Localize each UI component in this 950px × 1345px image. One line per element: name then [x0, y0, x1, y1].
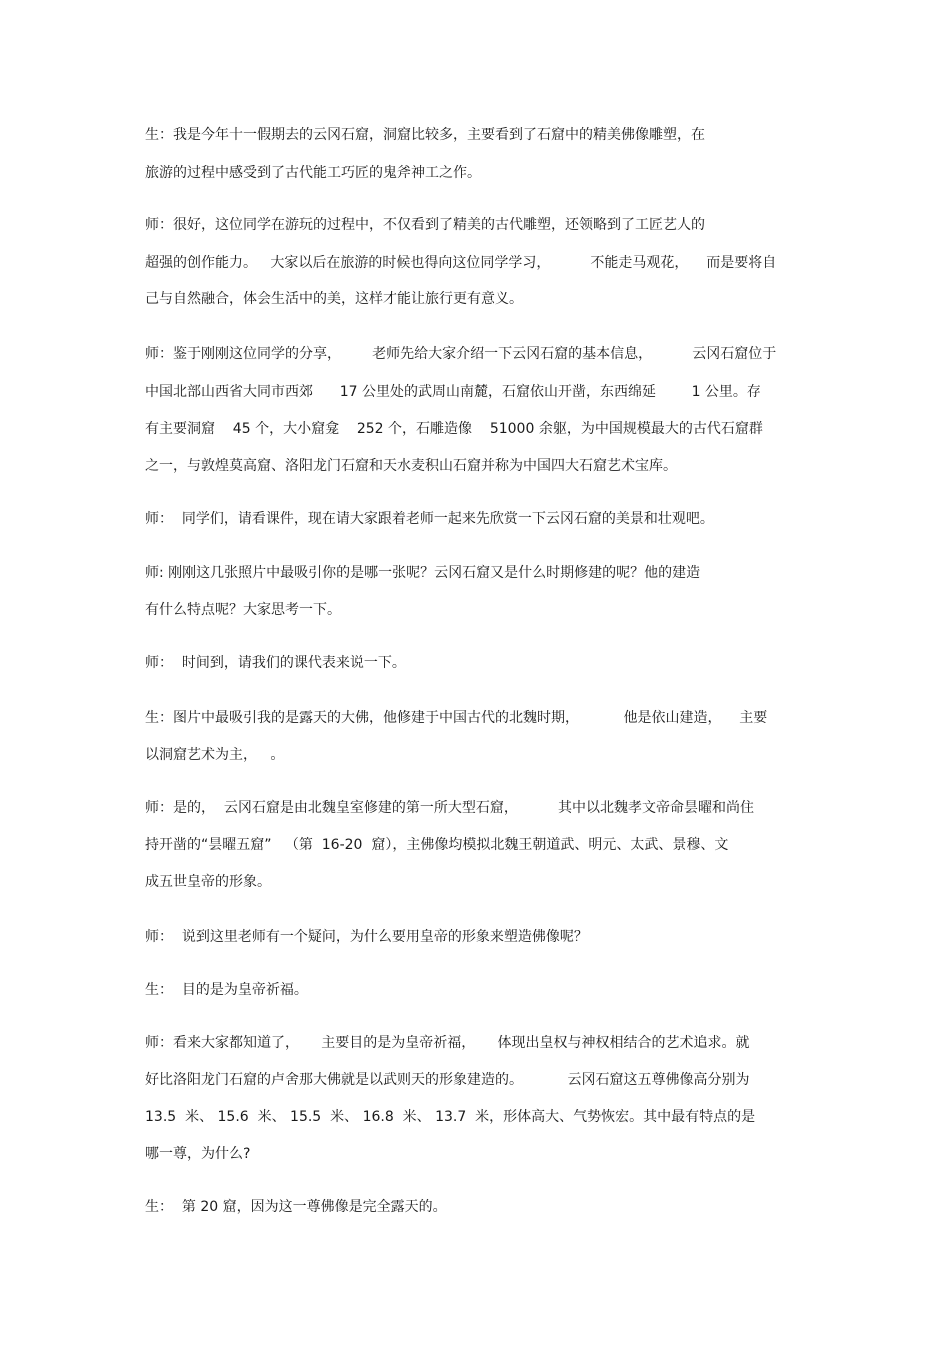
dialogue-line-teacher-2-cont3: 之一，与敦煌莫高窟、洛阳龙门石窟和天水麦积山石窟并称为中国四大石窟艺术宝库。: [145, 458, 677, 474]
dialogue-line-teacher-5: 师： 时间到，请我们的课代表来说一下。: [145, 655, 406, 671]
dialogue-line-teacher-2-cont: 中国北部山西省大同市西郊 17 公里处的武周山南麓，石窟依山开凿，东西绵延 1 公里。存: [145, 384, 761, 400]
dialogue-line-student-1-cont: 旅游的过程中感受到了古代能工巧匠的鬼斧神工之作。: [145, 165, 481, 181]
dialogue-line-teacher-4-cont: 有什么特点呢？大家思考一下。: [145, 602, 341, 618]
dialogue-line-teacher-1-cont2: 己与自然融合，体会生活中的美，这样才能让旅行更有意义。: [145, 291, 523, 307]
dialogue-line-teacher-8-cont2: 13.5 米、 15.6 米、 15.5 米、 16.8 米、 13.7 米，形体高大、气势恢宏。其中最有特点的是: [145, 1109, 756, 1125]
dialogue-line-student-3: 生： 目的是为皇帝祈福。: [145, 982, 308, 998]
dialogue-line-teacher-7: 师： 说到这里老师有一个疑问，为什么要用皇帝的形象来塑造佛像呢？: [145, 929, 588, 945]
dialogue-line-teacher-4: 师: 刚刚这几张照片中最吸引你的是哪一张呢？云冈石窟又是什么时期修建的呢？他的建造: [145, 565, 701, 581]
dialogue-line-student-2: 生：图片中最吸引我的是露天的大佛，他修建于中国古代的北魏时期， 他是依山建造， 主要: [145, 710, 768, 726]
dialogue-line-teacher-8-cont: 好比洛阳龙门石窟的卢舍那大佛就是以武则天的形象建造的。 云冈石窟这五尊佛像高分别为: [145, 1072, 750, 1088]
dialogue-line-teacher-8: 师：看来大家都知道了， 主要目的是为皇帝祈福， 体现出皇权与神权相结合的艺术追求。就: [145, 1035, 750, 1051]
dialogue-line-teacher-3: 师： 同学们，请看课件，现在请大家跟着老师一起来先欣赏一下云冈石窟的美景和壮观吧。: [145, 511, 714, 527]
dialogue-line-teacher-8-cont3: 哪一尊，为什么?: [145, 1146, 251, 1162]
dialogue-line-student-4: 生： 第 20 窟，因为这一尊佛像是完全露天的。: [145, 1199, 447, 1215]
dialogue-line-teacher-1-cont: 超强的创作能力。 大家以后在旅游的时候也得向这位同学学习， 不能走马观花， 而是要将自: [145, 255, 777, 271]
dialogue-line-teacher-6: 师：是的， 云冈石窟是由北魏皇室修建的第一所大型石窟， 其中以北魏孝文帝命昙曜和尚住: [145, 800, 754, 816]
dialogue-line-teacher-1: 师：很好，这位同学在游玩的过程中，不仅看到了精美的古代雕塑，还领略到了工匠艺人的: [145, 217, 705, 233]
dialogue-line-student-1: 生：我是今年十一假期去的云冈石窟，洞窟比较多，主要看到了石窟中的精美佛像雕塑，在: [145, 127, 705, 143]
dialogue-line-teacher-2: 师：鉴于刚刚这位同学的分享， 老师先给大家介绍一下云冈石窟的基本信息， 云冈石窟位于: [145, 346, 777, 362]
dialogue-line-teacher-6-cont2: 成五世皇帝的形象。: [145, 874, 271, 890]
dialogue-line-teacher-6-cont: 持开凿的“昙曜五窟” （第 16-20 窟），主佛像均模拟北魏王朝道武、明元、太武、景穆、文: [145, 837, 729, 853]
dialogue-line-teacher-2-cont2: 有主要洞窟 45 个，大小窟龛 252 个，石雕造像 51000 余躯，为中国规模最大的古代石窟群: [145, 421, 763, 437]
dialogue-line-student-2-cont: 以洞窟艺术为主， 。: [145, 747, 285, 763]
